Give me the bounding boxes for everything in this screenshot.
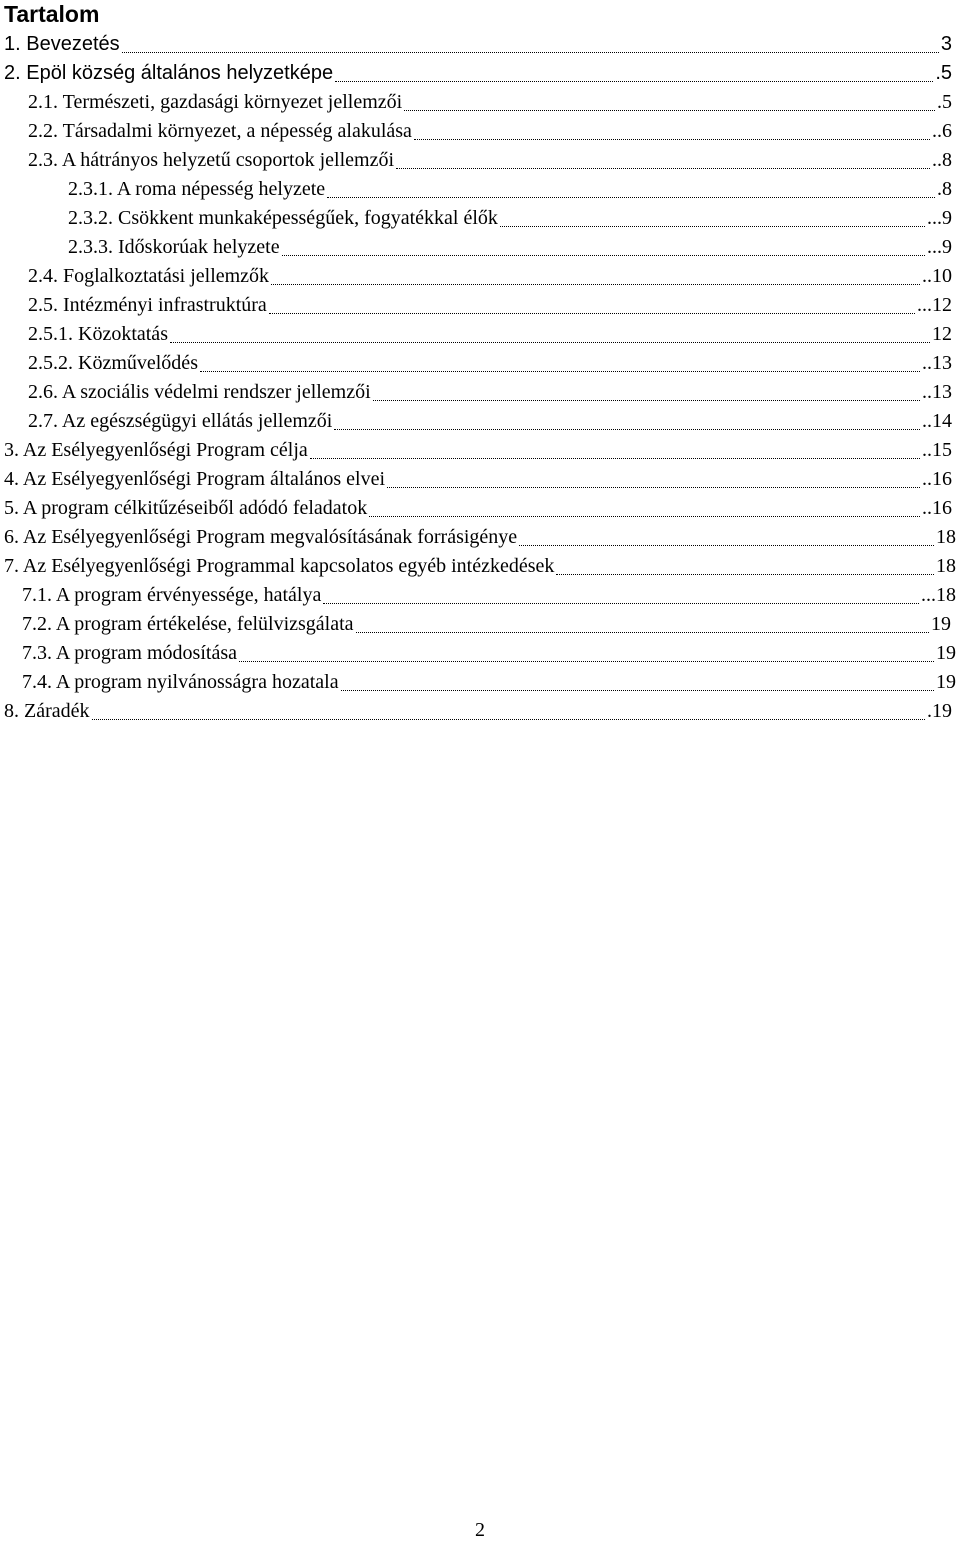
toc-dot-leader	[369, 494, 920, 523]
toc-entry-label: 2.3.1. A roma népesség helyzete	[68, 178, 326, 200]
toc-entry[interactable]	[28, 349, 952, 378]
toc-dot-leader	[341, 668, 934, 697]
toc-dot-leader	[500, 204, 925, 233]
toc-entry[interactable]	[28, 378, 952, 407]
toc-entry-label: 2.5.1. Közoktatás	[28, 323, 168, 345]
toc-entry-page: 3	[940, 33, 952, 55]
toc-entry-label: 4. Az Esélyegyenlőségi Program általános elvei	[4, 468, 386, 490]
toc-entry-page: ...9	[927, 236, 952, 258]
toc-entry-page: ..13	[922, 352, 952, 374]
toc-entry-page: 19	[931, 613, 951, 635]
toc-entry[interactable]	[28, 262, 952, 291]
toc-entry-label: 2.3. A hátrányos helyzetű csoportok jellemzői	[28, 149, 395, 171]
toc-entry-label: 2.6. A szociális védelmi rendszer jellemzői	[28, 381, 371, 403]
toc-entry-page: ..14	[922, 410, 952, 432]
toc-entry-label: 2.5. Intézményi infrastruktúra	[28, 294, 267, 316]
toc-entry[interactable]	[4, 59, 952, 88]
toc-entry[interactable]	[4, 523, 956, 552]
toc-entry[interactable]	[28, 88, 952, 117]
toc-dot-leader	[387, 465, 920, 494]
toc-dot-leader	[373, 378, 920, 407]
toc-entry[interactable]	[28, 117, 952, 146]
toc-dot-leader	[335, 59, 933, 88]
toc-entry-page: ..16	[922, 497, 952, 519]
toc-entry[interactable]	[22, 639, 956, 668]
toc-entry-page: 19	[936, 671, 956, 693]
toc-entry-label: 5. A program célkitűzéseiből adódó feladatok	[4, 497, 368, 519]
page-number: 2	[475, 1519, 485, 1541]
toc-entry-page: .19	[927, 700, 952, 722]
toc-entry-label: 7.1. A program érvényessége, hatálya	[22, 584, 322, 606]
toc-entry-page: 19	[936, 642, 956, 664]
toc-entry-page: ..16	[922, 468, 952, 490]
toc-entry-label: 2.3.2. Csökkent munkaképességűek, fogyatékkal élők	[68, 207, 498, 229]
toc-entry[interactable]	[4, 494, 952, 523]
toc-entry-label: 3. Az Esélyegyenlőségi Program célja	[4, 439, 308, 461]
toc-dot-leader	[92, 697, 925, 726]
toc-entry-label: 1. Bevezetés	[4, 33, 120, 55]
toc-dot-leader	[356, 610, 929, 639]
toc-entry[interactable]	[28, 146, 952, 175]
toc-entry-label: 7.2. A program értékelése, felülvizsgálata	[22, 613, 354, 635]
toc-entry[interactable]	[68, 233, 952, 262]
toc-dot-leader	[414, 117, 930, 146]
toc-entry-label: 2.2. Társadalmi környezet, a népesség alakulása	[28, 120, 412, 142]
toc-entry-label: 2. Epöl község általános helyzetképe	[4, 62, 334, 84]
toc-dot-leader	[282, 233, 925, 262]
toc-dot-leader	[269, 291, 915, 320]
toc-entry[interactable]	[28, 291, 952, 320]
toc-entry-label: 7.3. A program módosítása	[22, 642, 237, 664]
toc-entry-page: .5	[935, 62, 952, 84]
toc-dot-leader	[327, 175, 935, 204]
toc-entry-label: 7. Az Esélyegyenlőségi Programmal kapcsolatos egyéb intézkedések	[4, 555, 555, 577]
toc-entry-page: ...9	[927, 207, 952, 229]
toc-entry-page: .5	[937, 91, 952, 113]
toc-dot-leader	[122, 30, 939, 59]
toc-entry[interactable]	[22, 610, 951, 639]
toc-dot-leader	[310, 436, 920, 465]
toc-entry-label: 6. Az Esélyegyenlőségi Program megvalósításának forrásigénye	[4, 526, 518, 548]
toc-dot-leader	[239, 639, 934, 668]
toc-entry[interactable]	[4, 552, 956, 581]
toc-dot-leader	[334, 407, 920, 436]
toc-dot-leader	[271, 262, 920, 291]
toc-entry-label: 8. Záradék	[4, 700, 90, 722]
toc-dot-leader	[323, 581, 919, 610]
toc-entry-page: .8	[937, 178, 952, 200]
toc-entry-label: 2.1. Természeti, gazdasági környezet jellemzői	[28, 91, 403, 113]
toc-dot-leader	[170, 320, 930, 349]
toc-entry-page: 18	[936, 526, 956, 548]
toc-entry-label: 7.4. A program nyilvánosságra hozatala	[22, 671, 339, 693]
toc-entry-page: ..13	[922, 381, 952, 403]
toc-dot-leader	[556, 552, 934, 581]
toc-entry-label: 2.7. Az egészségügyi ellátás jellemzői	[28, 410, 333, 432]
toc-entry-page: ..6	[932, 120, 952, 142]
toc-dot-leader	[396, 146, 930, 175]
toc-dot-leader	[200, 349, 920, 378]
toc-entry-page: ..8	[932, 149, 952, 171]
toc-entry-label: 2.3.3. Időskorúak helyzete	[68, 236, 280, 258]
toc-entry[interactable]	[28, 320, 952, 349]
toc-entry[interactable]	[68, 175, 952, 204]
page-title: Tartalom	[4, 1, 100, 27]
toc-entry[interactable]	[68, 204, 952, 233]
toc-entry[interactable]	[28, 407, 952, 436]
toc-entry[interactable]	[22, 581, 956, 610]
toc-entry-page: 18	[936, 555, 956, 577]
toc-entry-page: ..10	[922, 265, 952, 287]
toc-dot-leader	[519, 523, 934, 552]
toc-entry[interactable]	[4, 436, 952, 465]
toc-entry[interactable]	[4, 697, 952, 726]
toc-entry-page: ...18	[921, 584, 956, 606]
toc-entry-page: ..15	[922, 439, 952, 461]
toc-entry[interactable]	[4, 30, 952, 59]
toc-entry-page: ...12	[917, 294, 952, 316]
toc-entry-label: 2.4. Foglalkoztatási jellemzők	[28, 265, 270, 287]
toc-entry[interactable]	[22, 668, 956, 697]
toc-entry[interactable]	[4, 465, 952, 494]
toc-entry-page: 12	[932, 323, 952, 345]
toc-entry-label: 2.5.2. Közművelődés	[28, 352, 198, 374]
toc-dot-leader	[404, 88, 935, 117]
